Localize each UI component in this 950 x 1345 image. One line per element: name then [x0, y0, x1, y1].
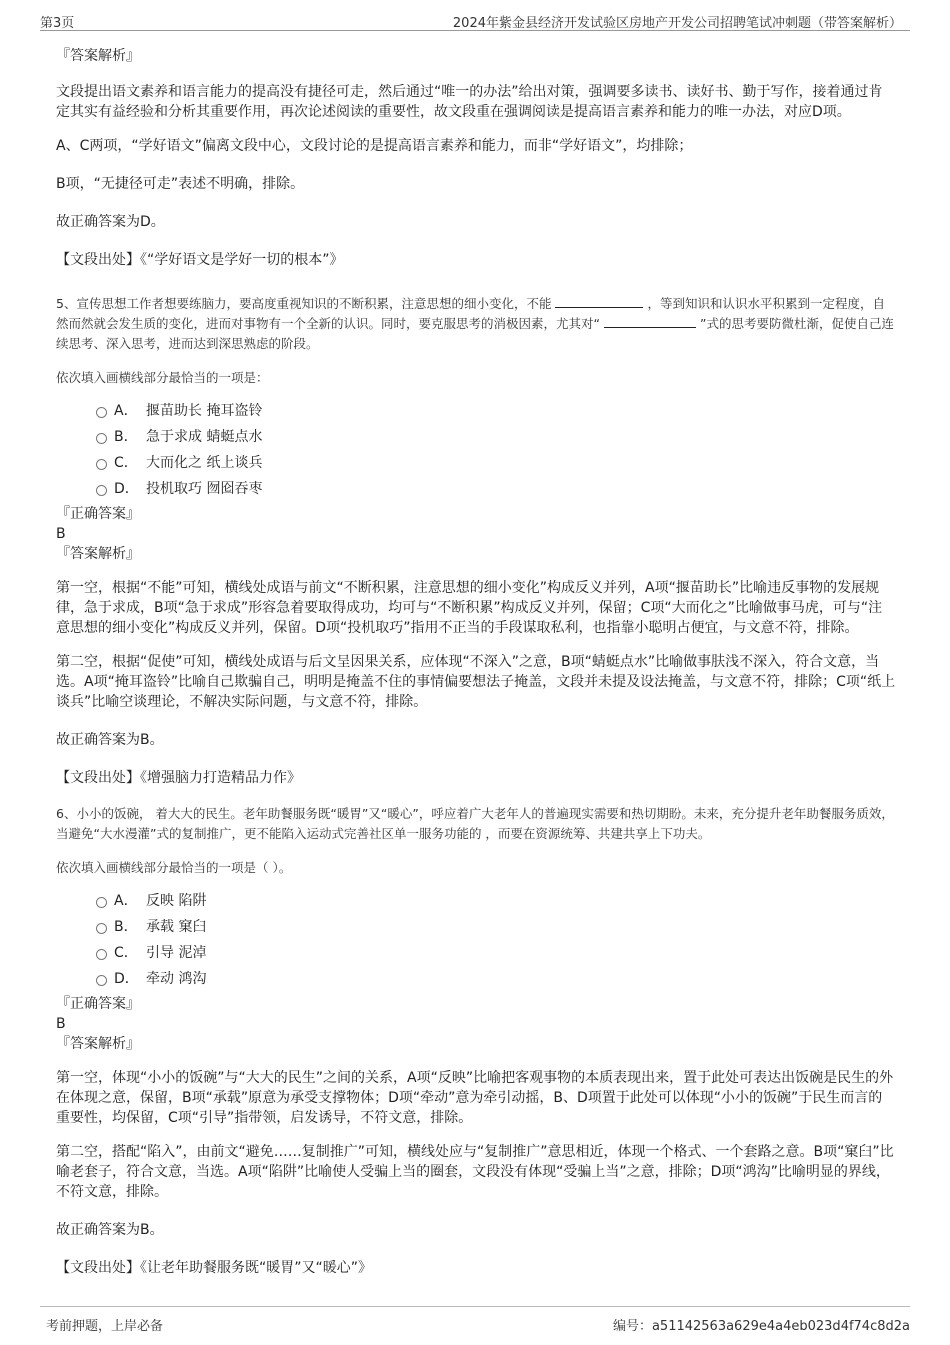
analysis-paragraph: A、C两项，“学好语文”偏离文段中心，文段讨论的是提高语言素养和能力，而非“学好语文”，均排除； [56, 138, 693, 154]
correct-answer: B [56, 526, 66, 542]
option-text: 引导 泥淖 [146, 945, 207, 961]
radio-icon[interactable] [96, 949, 107, 960]
option-text: 反映 陷阱 [146, 893, 207, 909]
analysis-label: 『答案解析』 [56, 48, 140, 64]
radio-icon[interactable] [96, 459, 107, 470]
option-key: B． [114, 429, 138, 445]
previous-question-analysis [56, 46, 896, 270]
radio-icon[interactable] [96, 975, 107, 986]
option-b[interactable] [56, 424, 896, 450]
correct-answer-label: 『正确答案』 [56, 996, 140, 1012]
option-key: D． [114, 971, 139, 987]
source-citation: 【文段出处】《让老年助餐服务既“暖胃”又“暖心”》 [56, 1260, 373, 1276]
question-stem: 6、小小的饭碗， 着大大的民生。老年助餐服务既“暖胃”又“暖心”，呼应着广大老年人的普遍现实需要和热切期盼。未来，充分提升老年助餐服务质效，当避免“大水漫灌”式的复制推广，更不能陷入运动式完善社区单一服务功能的 ，而要在资源统筹、共建共享上下功夫。 [56, 806, 894, 841]
option-key: C． [114, 945, 138, 961]
radio-icon[interactable] [96, 407, 107, 418]
radio-icon[interactable] [96, 485, 107, 496]
analysis-paragraph: 第二空，搭配“陷入”，由前文“避免……复制推广”可知，横线处应与“复制推广”意思相近，体现一个格式、一个套路之意。B项“窠臼”比喻老套子，符合文意，当选。A项“陷阱”比喻使人受骗上当的圈套，文段没有体现“受骗上当”之意，排除；D项“鸿沟”比喻明显的界线，不符文意，排除。 [56, 1144, 894, 1200]
option-key: B． [114, 919, 138, 935]
footer-slogan: 考前押题，上岸必备 [46, 1319, 164, 1334]
document-body [56, 40, 896, 1297]
analysis-paragraph: 第一空，体现“小小的饭碗”与“大大的民生”之间的关系，A项“反映”比喻把客观事物的本质表现出来，置于此处可表达出饭碗是民生的外在体现之意，保留，B项“承载”原意为承受支撑物体；D项“牵动”意为牵引动摇，B、D项置于此处可以体现“小小的饭碗”于民生而言的重要性，均保留，C项“引导”指带领，启发诱导，不符文意，排除。 [56, 1070, 894, 1126]
source-citation: 【文段出处】《“学好语文是学好一切的根本”》 [56, 252, 344, 268]
page-header [40, 10, 910, 31]
option-text: 揠苗助长 掩耳盗铃 [146, 403, 263, 419]
fill-blank [604, 315, 696, 328]
correct-answer: B [56, 1016, 66, 1032]
fill-blank [555, 295, 643, 308]
stem-part: ，等到知识和认识水平积累到一定程度，自然而然就会发生质的变化，进而对事物有一个全新的认识。同时，要克服思考的消极因素，尤其对“ [56, 296, 885, 331]
final-answer: 故正确答案为B。 [56, 732, 164, 748]
final-answer: 故正确答案为D。 [56, 214, 165, 230]
document-title: 2024年紫金县经济开发试验区房地产开发公司招聘笔试冲刺题（带答案解析） [452, 16, 902, 31]
page-number: 第3页 [40, 16, 75, 31]
document-id: 编号：a51142563a629e4a4eb023d4f74c8d2a [612, 1319, 910, 1334]
radio-icon[interactable] [96, 923, 107, 934]
question-5 [56, 294, 896, 788]
question-6 [56, 804, 896, 1278]
page-footer [40, 1306, 910, 1335]
option-key: D． [114, 481, 139, 497]
option-d[interactable] [56, 966, 896, 992]
option-key: C． [114, 455, 138, 471]
radio-icon[interactable] [96, 897, 107, 908]
source-citation: 【文段出处】《增强脑力打造精品力作》 [56, 770, 301, 786]
analysis-paragraph: 文段提出语文素养和语言能力的提高没有捷径可走，然后通过“唯一的办法”给出对策，强调要多读书、读好书、勤于写作，接着通过肯定其实有益经验和分析其重要作用，再次论述阅读的重要性，故文段重在强调阅读是提高语言素养和能力的唯一办法，对应D项。 [56, 84, 883, 120]
analysis-paragraph: B项，“无捷径可走”表述不明确，排除。 [56, 176, 305, 192]
option-key: A． [114, 403, 138, 419]
stem-part: ”式的思考要防微杜渐，促使自己连续思考、深入思考，进而达到深思熟虑的阶段。 [56, 316, 894, 351]
option-list [56, 888, 896, 992]
option-list [56, 398, 896, 502]
option-b[interactable] [56, 914, 896, 940]
option-text: 大而化之 纸上谈兵 [146, 455, 263, 471]
option-c[interactable] [56, 450, 896, 476]
option-key: A． [114, 893, 138, 909]
question-prompt: 依次填入画横线部分最恰当的一项是（ ）。 [56, 860, 292, 875]
stem-part: 5、宣传思想工作者想要练脑力，要高度重视知识的不断积累，注意思想的细小变化，不能 [56, 296, 552, 311]
analysis-label: 『答案解析』 [56, 1036, 140, 1052]
option-text: 承载 窠臼 [146, 919, 207, 935]
option-d[interactable] [56, 476, 896, 502]
analysis-paragraph: 第一空，根据“不能”可知，横线处成语与前文“不断积累，注意思想的细小变化”构成反义并列，A项“揠苗助长”比喻违反事物的发展规律，急于求成，B项“急于求成”形容急着要取得成功，均可与“不断积累”构成反义并列，保留；C项“大而化之”比喻做事马虎，可与“注意思想的细小变化”构成反义并列，保留。D项“投机取巧”指用不正当的手段谋取私利，也指靠小聪明占便宜，与文意不符，排除。 [56, 580, 883, 636]
option-text: 急于求成 蜻蜓点水 [146, 429, 263, 445]
question-prompt: 依次填入画横线部分最恰当的一项是： [56, 370, 269, 385]
option-text: 投机取巧 囫囵吞枣 [146, 481, 263, 497]
option-a[interactable] [56, 398, 896, 424]
final-answer: 故正确答案为B。 [56, 1222, 164, 1238]
option-a[interactable] [56, 888, 896, 914]
option-text: 牵动 鸿沟 [146, 971, 207, 987]
radio-icon[interactable] [96, 433, 107, 444]
analysis-label: 『答案解析』 [56, 546, 140, 562]
correct-answer-label: 『正确答案』 [56, 506, 140, 522]
question-stem [56, 294, 896, 354]
option-c[interactable] [56, 940, 896, 966]
analysis-paragraph: 第二空，根据“促使”可知，横线处成语与后文呈因果关系，应体现“不深入”之意，B项“蜻蜓点水”比喻做事肤浅不深入，符合文意，当选。A项“掩耳盗铃”比喻自己欺骗自己，明明是掩盖不住的事情偏要想法子掩盖，文段并未提及设法掩盖，与文意不符，排除；C项“纸上谈兵”比喻空谈理论，不解决实际问题，与文意不符，排除。 [56, 654, 896, 710]
